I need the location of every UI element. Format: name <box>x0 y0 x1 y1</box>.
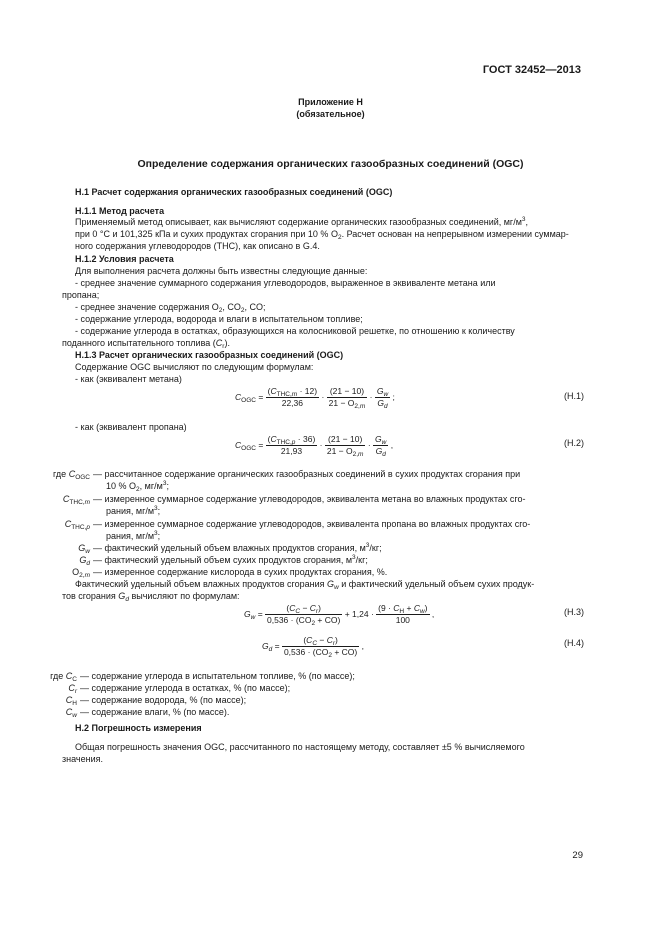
formula-h1: $C_{OGC}$ = $\frac{(C_{THC,m} \cdot 12)}{22,36}$ · $\frac{(21 - 10)}{21 - O_{2,m}}$ · $\frac{G_w}{G_d}$ ; <box>235 386 395 410</box>
equation-number-h3: (Н.3) <box>564 607 584 617</box>
condition-item-fuel: - содержание углерода, водорода и влаги в испытательном топливе; <box>75 314 363 324</box>
def-symbol-gw: $G_w$ <box>78 543 90 555</box>
equation-number-h2: (Н.2) <box>564 438 584 448</box>
formula-h2: $C_{OGC}$ = $\frac{(C_{THC,p} \cdot 36)}{21,93}$ · $\frac{(21 - 10)}{21 - O_{2,m}}$ · $\frac{G_w}{G_d}$ , <box>235 434 394 458</box>
appendix-title: Приложение Н <box>298 97 363 107</box>
section-h1-heading: Н.1 Расчет содержания органических газообразных соединений (OGC) <box>75 187 393 197</box>
condition-item-thc: - среднее значение суммарного содержания углеводородов, выраженное в эквиваленте метана или <box>75 278 496 288</box>
appendix-status: (обязательное) <box>296 109 365 119</box>
formula-h4: $G_d$ = $\frac{(C_C - C_r)}{0,536 \cdot (CO_2 + CO)}$ , <box>262 635 364 659</box>
def-cthcm-line2: рания, $мг/м^3$; <box>106 505 161 516</box>
paragraph-propane-label: - как (эквивалент пропана) <box>75 422 187 432</box>
paragraph-methane-label: - как (эквивалент метана) <box>75 374 182 384</box>
equation-number-h1: (Н.1) <box>564 391 584 401</box>
document-header: ГОСТ 32452—2013 <box>482 64 581 76</box>
equation-number-h4: (Н.4) <box>564 638 584 648</box>
paragraph-method-line3: ного содержания углеводородов (ТНС), как описано в G.4. <box>75 241 320 251</box>
def-symbol-cthcp: $C_{THC,p}$ <box>64 519 90 531</box>
def-cogc-line1: — рассчитанное содержание органических газообразных соединений в сухих продуктах сгорания при <box>93 469 521 479</box>
formula-h3: $G_w$ = $\frac{(C_C - C_r)}{0,536 \cdot (CO_2 + CO)}$ + 1,24 · $\frac{(9 \cdot C_H + C_w)}{100}$ , <box>244 603 435 627</box>
paragraph-gw-gd-cont: тов сгорания $G_d$ вычисляют по формулам: <box>62 591 240 603</box>
def-cthcm-line1: — измеренное суммарное содержание углеводородов, эквивалента метана во влажных продуктах сго- <box>93 494 526 504</box>
def-symbol-o2m: $O_{2,m}$ <box>72 567 90 579</box>
paragraph-error: Общая погрешность значения OGC, рассчитанного по настоящему методу, составляет ±5 % вычисляемого <box>75 742 525 752</box>
def-cogc-line2: 10 % $О_2$, $мг/м^3$; <box>106 480 169 493</box>
section-h11-heading: Н.1.1 Метод расчета <box>75 206 165 216</box>
condition-item-thc-cont: пропана; <box>62 290 100 300</box>
def-o2m: — измеренное содержание кислорода в сухих продуктах сгорания, %. <box>93 567 388 577</box>
main-title: Определение содержания органических газообразных соединений (OGC) <box>137 158 524 170</box>
def-ch: — содержание водорода, % (по массе); <box>80 695 247 705</box>
def-symbol-cr: $C_r$ <box>68 683 77 695</box>
def-symbol-cw: $C_w$ <box>65 707 77 719</box>
paragraph-method-line2: при 0 °С и 101,325 кПа и сухих продуктах сгорания при 10 % $О_2$. Расчет основан на непрерывном измерении суммар- <box>75 229 569 241</box>
section-h2-heading: Н.2 Погрешность измерения <box>75 723 202 733</box>
condition-item-residue-cont: поданного испытательного топлива $(C_r)$. <box>62 338 230 350</box>
def-symbol-cthcm: $C_{THC,m}$ <box>62 494 90 506</box>
def-cthcp-line2: рания, $мг/м^3$; <box>106 530 161 541</box>
condition-item-residue: - содержание углерода в остатках, образующихся на колосниковой решетке, по отношению к количеству <box>75 326 515 336</box>
def-symbol-cc: где $C_C$ <box>50 671 77 683</box>
paragraph-calc-intro: Содержание OGC вычисляют по следующим формулам: <box>75 362 314 372</box>
def-symbol-gd: $G_d$ <box>79 555 90 567</box>
def-symbol-ch: $C_H$ <box>65 695 77 707</box>
def-gd: — фактический удельный объем сухих продуктов сгорания, $м^3/кг$; <box>93 554 368 565</box>
paragraph-method: Применяемый метод описывает, как вычисляют содержание органических газообразных соединений, $мг/м^3$, <box>75 216 529 227</box>
def-cc: — содержание углерода в испытательном топливе, % (по массе); <box>80 671 355 681</box>
condition-item-gases: - среднее значение содержания $О_2$, $CO_2$, CO; <box>75 302 266 314</box>
paragraph-conditions-intro: Для выполнения расчета должны быть известны следующие данные: <box>75 266 368 276</box>
def-gw: — фактический удельный объем влажных продуктов сгорания, $м^3/кг$; <box>93 542 382 553</box>
paragraph-gw-gd: Фактический удельный объем влажных продуктов сгорания $G_w$ и фактический удельный объем сухих продук- <box>75 579 535 591</box>
paragraph-error-cont: значения. <box>62 754 103 764</box>
section-h13-heading: Н.1.3 Расчет органических газообразных соединений (OGC) <box>75 350 344 360</box>
def-cthcp-line1: — измеренное суммарное содержание углеводородов, эквивалента пропана во влажных продуктах сго- <box>93 519 531 529</box>
def-cr: — содержание углерода в остатках, % (по массе); <box>80 683 291 693</box>
def-symbol-cogc: где $C_{OGC}$ <box>53 469 90 481</box>
page-number: 29 <box>572 850 583 861</box>
def-cw: — содержание влаги, % (по массе). <box>80 707 230 717</box>
section-h12-heading: Н.1.2 Условия расчета <box>75 254 174 264</box>
